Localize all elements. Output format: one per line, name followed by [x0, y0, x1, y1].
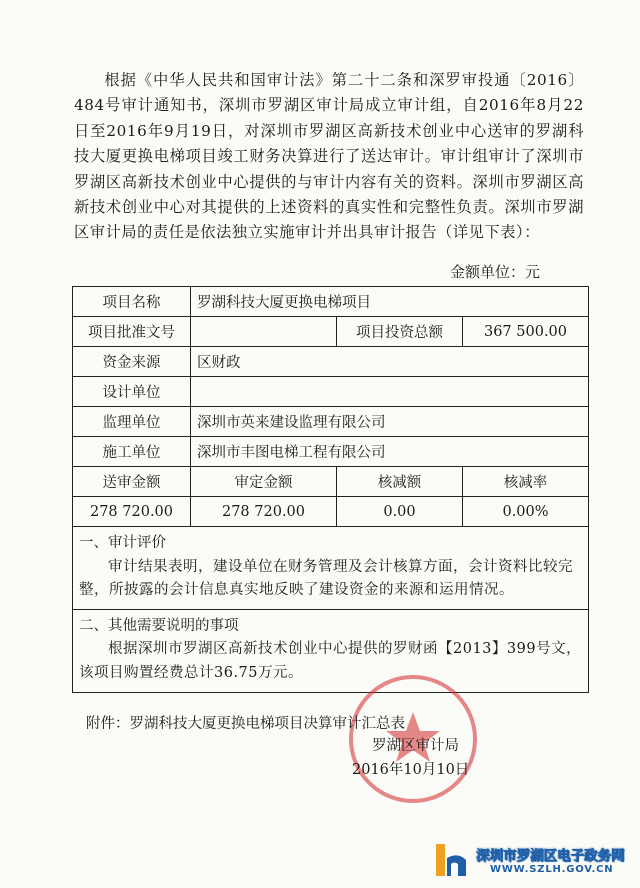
audit-evaluation-body: 审计结果表明，建设单位在财务管理及会计核算方面，会计资料比较完整，所披露的会计信息真实地反映了建设资金的来源和运用情况。	[79, 558, 573, 599]
table-row	[73, 407, 589, 437]
table-row	[73, 287, 589, 317]
fund-source-value: 区财政	[191, 347, 589, 377]
approval-no-label: 项目批准文号	[73, 317, 191, 347]
table-row	[73, 347, 589, 377]
design-unit-value	[191, 377, 589, 407]
watermark-url: WWW.SZLH.GOV.CN	[490, 864, 614, 875]
supervision-unit-value: 深圳市英来建设监理有限公司	[191, 407, 589, 437]
submitted-amount-header: 送审金额	[73, 467, 191, 497]
approved-amount-header: 审定金额	[191, 467, 337, 497]
site-logo-icon	[432, 840, 472, 880]
submitted-amount-value: 278 720.00	[73, 497, 191, 527]
fund-source-label: 资金来源	[73, 347, 191, 377]
reduction-amount-value: 0.00	[337, 497, 463, 527]
signature-date: 2016年10月10日	[352, 762, 470, 778]
watermark-title: 深圳市罗湖区电子政务网	[476, 848, 625, 864]
intro-paragraph	[74, 68, 584, 246]
reduction-rate-header: 核减率	[463, 467, 589, 497]
approved-amount-value: 278 720.00	[191, 497, 337, 527]
attachment-note: 附件：罗湖科技大厦更换电梯项目决算审计汇总表	[86, 716, 405, 732]
audit-summary-table	[72, 286, 589, 693]
watermark	[430, 838, 630, 884]
audit-evaluation-row	[73, 527, 589, 610]
other-matters-row	[73, 609, 589, 692]
construction-unit-value: 深圳市丰图电梯工程有限公司	[191, 437, 589, 467]
intro-text: 根据《中华人民共和国审计法》第二十二条和深罗审投通〔2016〕484号审计通知书，深圳市罗湖区审计局成立审计组，自2016年8月22日至2016年9月19日，对深圳市罗湖区高新技术创业中心送审的罗湖科技大厦更换电梯项目竣工财务决算进行了送达审计。审计组审计了深圳市罗湖区高新技术创业中心提供的与审计内容有关的资料。深圳市罗湖区高新技术创业中心对其提供的上述资料的真实性和完整性负责。深圳市罗湖区审计局的责任是依法独立实施审计并出具审计报告（详见下表）：	[74, 71, 584, 242]
signature-org: 罗湖区审计局	[372, 738, 459, 754]
audit-evaluation-title: 一、审计评价	[79, 535, 166, 551]
table-row	[73, 317, 589, 347]
reduction-amount-header: 核减额	[337, 467, 463, 497]
investment-value: 367 500.00	[463, 317, 589, 347]
audit-evaluation-section	[73, 527, 589, 610]
table-row	[73, 377, 589, 407]
supervision-unit-label: 监理单位	[73, 407, 191, 437]
project-name-value: 罗湖科技大厦更换电梯项目	[191, 287, 589, 317]
design-unit-label: 设计单位	[73, 377, 191, 407]
amount-value-row	[73, 497, 589, 527]
reduction-rate-value: 0.00%	[463, 497, 589, 527]
approval-no-value	[191, 317, 337, 347]
other-matters-body: 根据深圳市罗湖区高新技术创业中心提供的罗财函【2013】399号文，该项目购置经费总计36.75万元。	[79, 641, 582, 681]
investment-label: 项目投资总额	[337, 317, 463, 347]
amount-unit-label: 金额单位：元	[449, 263, 540, 281]
table-row	[73, 437, 589, 467]
other-matters-title: 二、其他需要说明的事项	[79, 617, 239, 634]
construction-unit-label: 施工单位	[73, 437, 191, 467]
other-matters-section	[73, 609, 589, 692]
project-name-label: 项目名称	[73, 287, 191, 317]
amount-header-row	[73, 467, 589, 497]
